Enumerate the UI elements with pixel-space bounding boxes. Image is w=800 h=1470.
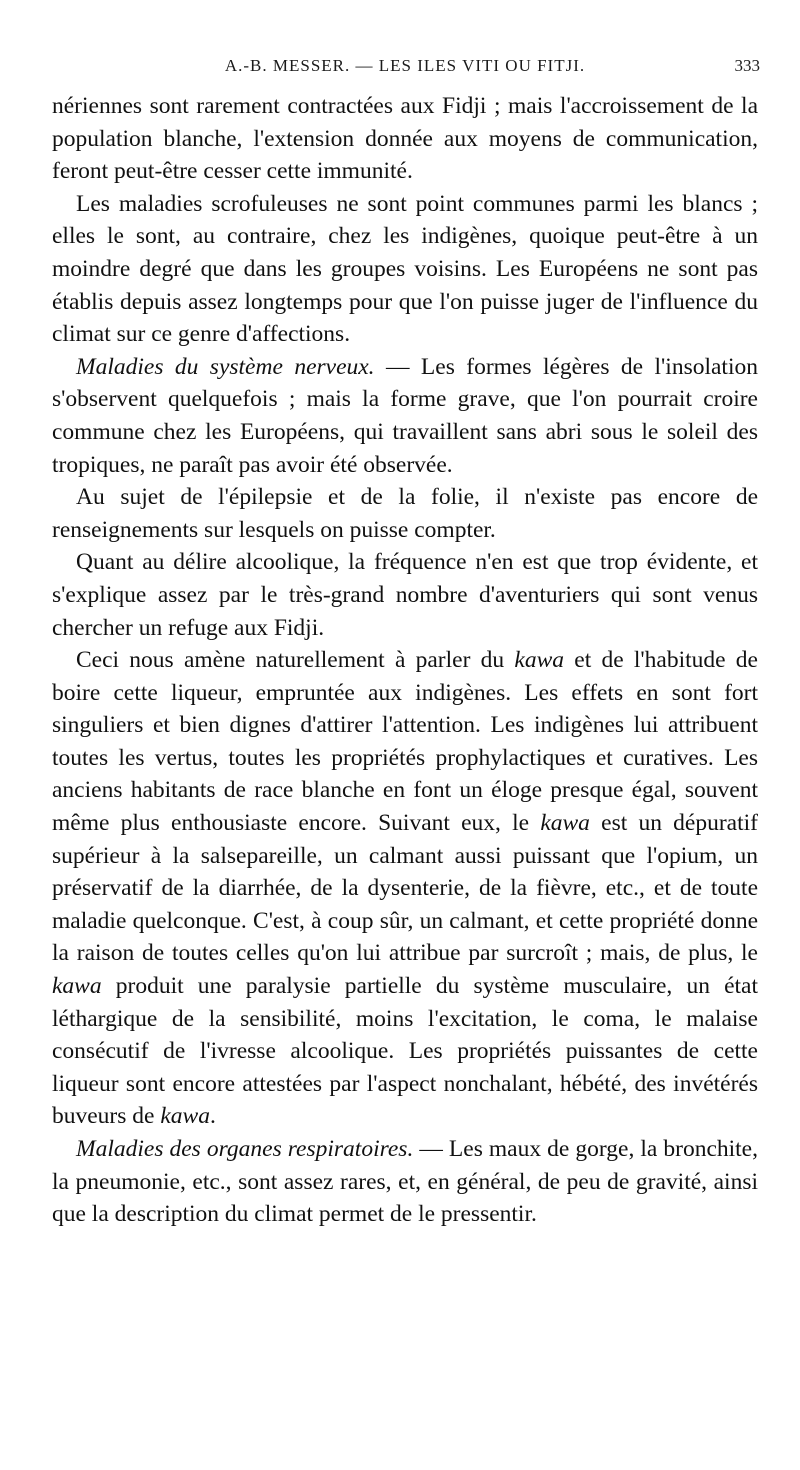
- body-text: [52, 90, 758, 1231]
- paragraph-text: Les maladies scrofuleuses ne sont point communes parmi les blancs ; elles le sont, au contraire, chez les indigènes, quoique peut-être à un moindre degré que dans les groupes voisins. Les Européens ne sont pas établis depuis assez longtemps pour que l'on puisse juger de l'influence du climat sur ce genre d'affections.: [52, 190, 758, 348]
- paragraph-alcoholic-delirium: [52, 546, 758, 644]
- paragraph-text: — Les formes légères de l'insolation s'observent quelquefois ; mais la forme grave, que l'on pourrait croire commune chez les Européens, qui travaillent sans abri sous le soleil des tropiques, ne paraît pas avoir été observée.: [52, 353, 758, 478]
- paragraph-kawa: [52, 644, 758, 1133]
- paragraph-text: Au sujet de l'épilepsie et de la folie, il n'existe pas encore de renseignements sur lesquels on puisse compter.: [52, 484, 758, 543]
- page-number: 333: [734, 56, 760, 75]
- paragraph-text: .: [209, 1103, 216, 1130]
- paragraph-text: Ceci nous amène naturellement à parler du: [76, 647, 515, 674]
- paragraph-text: nériennes sont rarement contractées aux Fidji ; mais l'accroissement de la population blanche, l'extension donnée aux moyens de communication, feront peut-être cesser cette immunité.: [52, 93, 758, 185]
- paragraph-respiratory: [52, 1133, 758, 1231]
- term-kawa: kawa: [52, 973, 102, 1000]
- section-heading-respiratory: Maladies des organes respiratoires.: [76, 1136, 414, 1162]
- term-kawa: kawa: [540, 810, 590, 837]
- section-heading-nervous-system: Maladies du système nerveux.: [76, 353, 375, 380]
- paragraph-epilepsy: [52, 481, 758, 546]
- term-kawa: kawa: [514, 647, 565, 674]
- paragraph-scrofula: [52, 188, 758, 351]
- paragraph-text: produit une paralysie partielle du système musculaire, un état léthargique de la sensibilité, moins l'excitation, le coma, le malaise consécutif de l'ivresse alcoolique. Les propriétés puissantes de cette liqueur sont encore attestées par l'aspect nonchalant, hébété, des invétérés buveurs de: [52, 973, 758, 1130]
- paragraph-nervous-system: [52, 351, 758, 481]
- paragraph-text: Quant au délire alcoolique, la fréquence n'en est que trop évidente, et s'explique assez par le très-grand nombre d'aventuriers qui sont venus chercher un refuge aux Fidji.: [52, 549, 758, 641]
- term-kawa: kawa: [160, 1103, 210, 1130]
- paragraph-text: — Les maux de gorge, la bronchite, la pneumonie, etc., sont assez rares, et, en général, de peu de gravité, ainsi que la description du climat permet de le pressentir.: [52, 1136, 758, 1228]
- paragraph-text: est un dépuratif supérieur à la salsepareille, un calmant aussi puissant que l'opium, un préservatif de la diarrhée, de la dysenterie, de la fièvre, etc., et de toute maladie quelconque. C'est, à coup sûr, un calmant, et cette propriété donne la raison de toutes celles qu'on lui attribue par surcroît ; mais, de plus, le: [52, 810, 759, 967]
- running-title: A.-B. MESSER. — LES ILES VITI OU FITJI.: [224, 56, 586, 75]
- paragraph-text: et de l'habitude de boire cette liqueur, empruntée aux indigènes. Les effets en sont fort singuliers et bien dignes d'attirer l'attention. Les indigènes lui attribuent toutes les vertus, toutes les propriétés prophylactiques et curatives. Les anciens habitants de race blanche en font un éloge presque égal, souvent même plus enthousiaste encore. Suivant eux, le: [52, 647, 758, 837]
- paragraph-continued: [52, 90, 758, 188]
- running-header: [50, 56, 760, 86]
